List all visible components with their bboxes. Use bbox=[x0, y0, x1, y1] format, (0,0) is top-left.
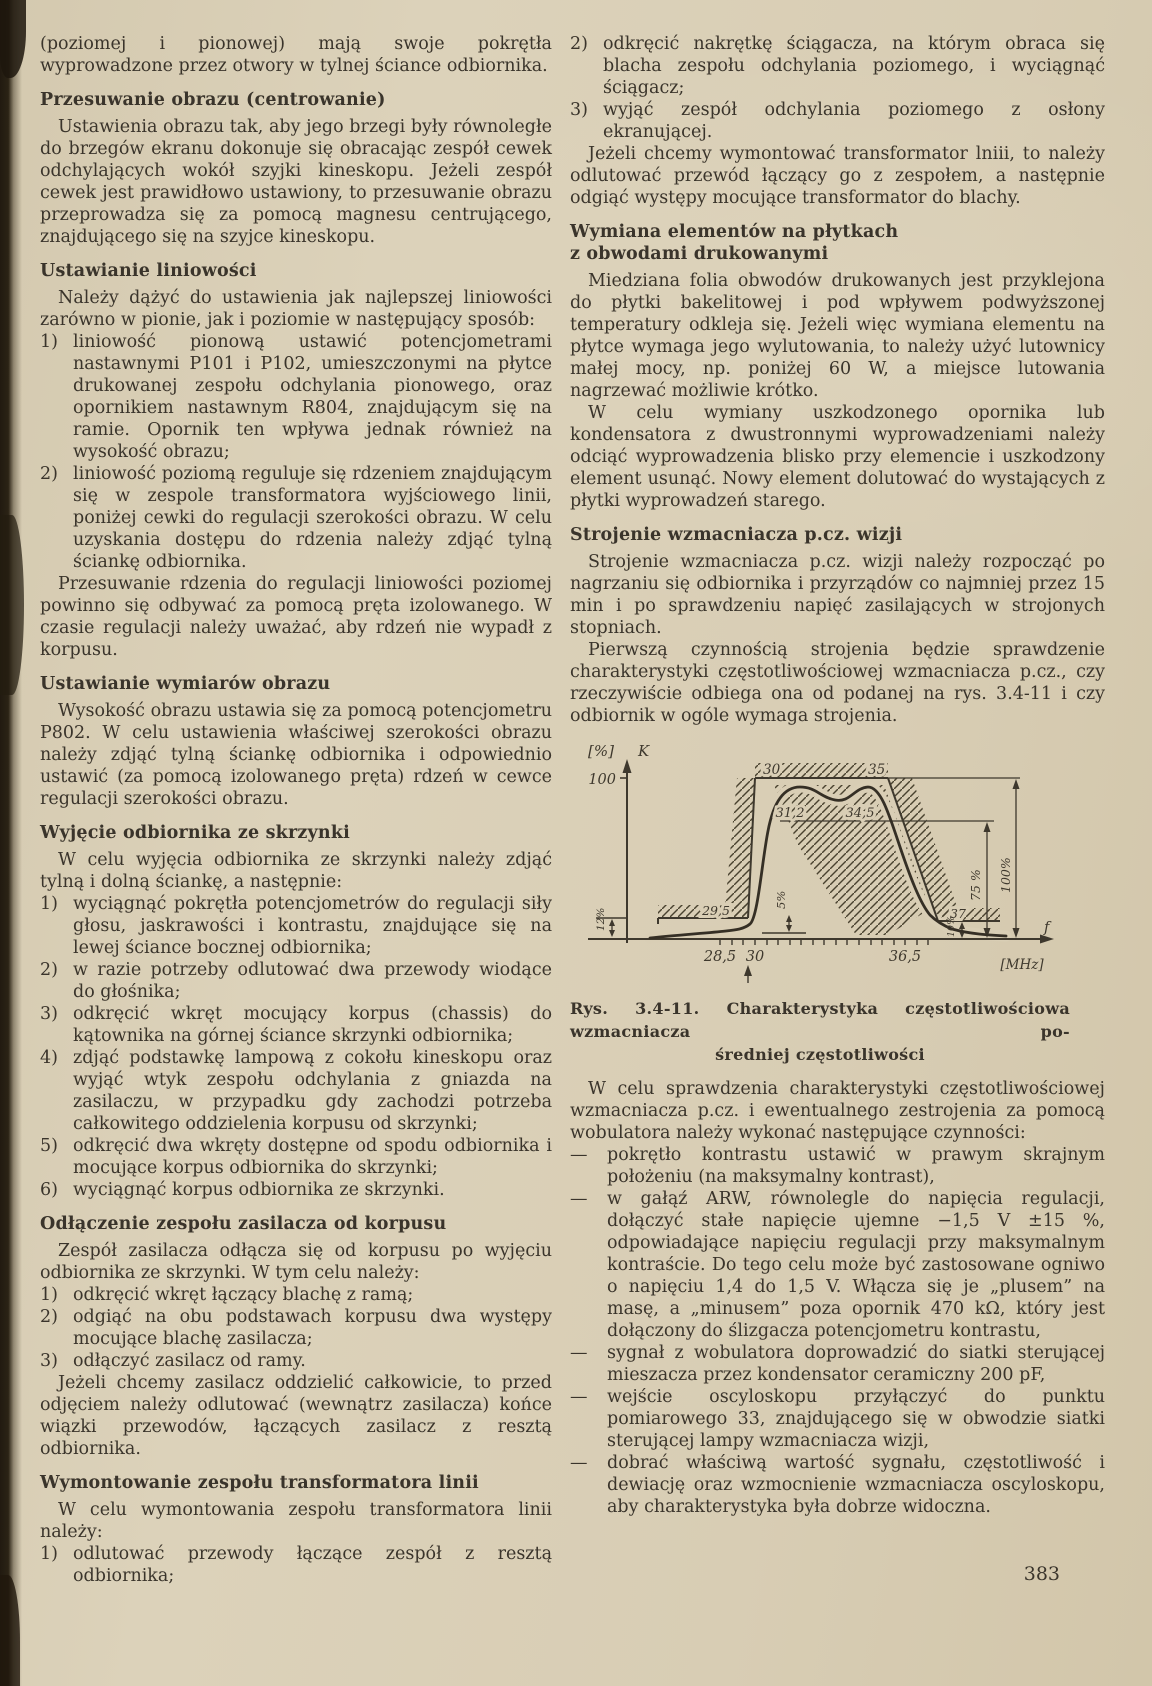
mask-label-31-2: 31,2 bbox=[775, 806, 805, 821]
section-heading: Wymontowanie zespołu transformatora linii bbox=[40, 1473, 479, 1493]
list-marker: 3) bbox=[40, 1004, 58, 1024]
list-item-text: odkręcić nakrętkę ściągacza, na którym obraca się blacha zespołu odchylania poziomego, i wyciągnąć ściągacz; bbox=[603, 34, 1105, 98]
paragraph: Jeżeli chcemy wymontować transformator lniii, to należy odlutować przewód łączący go z zespołem, a następnie odgiąć występy mocujące transformator do blachy. bbox=[570, 144, 1105, 208]
list-item bbox=[570, 1188, 1105, 1342]
list-item bbox=[40, 1350, 552, 1372]
section-heading: Ustawianie wymiarów obrazu bbox=[40, 674, 331, 694]
list-marker: — bbox=[570, 1387, 588, 1407]
list-item-text: sygnał z wobulatora doprowadzić do siatki sterującej mieszacza przez kondensator ceramiczny 200 pF, bbox=[607, 1343, 1105, 1385]
figure-caption bbox=[570, 997, 1070, 1066]
paragraph: W celu wymiany uszkodzonego opornika lub kondensatora z dwustronnymi wyprowadzeniami należy odciąć wyprowadzenia blisko przy elemencie i uszkodzony element usunąć. Nowy element dolutować do wystających z płytki wyprowadzeń starego. bbox=[570, 403, 1105, 511]
list-item bbox=[570, 99, 1105, 143]
section-heading-line: Wymiana elementów na płytkach bbox=[570, 222, 899, 242]
list-item-text: odkręcić dwa wkręty dostępne od spodu odbiornika i mocujące korpus odbiornika do skrzynki; bbox=[73, 1136, 552, 1178]
dim-label-75pct: 75 % bbox=[968, 869, 983, 901]
x-tick-36-5: 36,5 bbox=[888, 949, 922, 965]
list-item bbox=[570, 1452, 1105, 1518]
list-marker: 2) bbox=[570, 34, 588, 54]
numbered-list bbox=[40, 1284, 552, 1372]
x-axis-name-label: f bbox=[1044, 920, 1050, 936]
numbered-list bbox=[40, 331, 552, 573]
numbered-list bbox=[40, 1543, 552, 1587]
list-item-text: dobrać właściwą wartość sygnału, częstotliwość i dewiację oraz wzmocnienie wzmacniacza oscyloskopu, aby charakterystyka była dobrze widoczna. bbox=[607, 1453, 1105, 1517]
right-column-bottom bbox=[570, 1078, 1105, 1518]
numbered-list bbox=[570, 33, 1105, 143]
paragraph: Należy dążyć do ustawienia jak najlepszej liniowości zarówno w pionie, jak i poziomie w następujący sposób: bbox=[40, 288, 552, 330]
list-item bbox=[40, 1003, 552, 1047]
paragraph: Pierwszą czynnością strojenia będzie sprawdzenie charakterystyki częstotliwościowej wzmacniacza p.cz., czy rzeczywiście odbiega ona od podanej na rys. 3.4-11 i czy odbiornik w ogóle wymaga strojenia. bbox=[570, 640, 1105, 726]
list-marker: 3) bbox=[40, 1351, 58, 1371]
mask-label-34-5: 34,5 bbox=[845, 806, 875, 821]
mask-label-29-5: 29,5 bbox=[702, 903, 730, 918]
section-heading-line: z obwodami drukowanymi bbox=[570, 244, 829, 264]
dim-label-10pct: 10% bbox=[946, 915, 957, 937]
paragraph: Jeżeli chcemy zasilacz oddzielić całkowicie, to przed odjęciem należy odlutować (wewnątrz zasilacza) końce wiązki przewodów, łączących zasilacz z resztą odbiornika. bbox=[40, 1373, 552, 1459]
paragraph: Ustawienia obrazu tak, aby jego brzegi były równoległe do brzegów ekranu dokonuje się obracając zespół cewek odchylających wokół szyjki kineskopu. Jeżeli zespół cewek jest prawidłowo ustawiony, to przesuwanie obrazu przeprowadza się za pomocą magnesu centrującego, znajdującego się na szyjce kineskopu. bbox=[40, 117, 552, 247]
list-item bbox=[570, 1342, 1105, 1386]
list-marker: 3) bbox=[570, 100, 588, 120]
section-heading: Odłączenie zespołu zasilacza od korpusu bbox=[40, 1214, 447, 1234]
list-item bbox=[40, 1284, 552, 1306]
list-item-text: odkręcić wkręt mocujący korpus (chassis) do kątownika na górnej ściance skrzynki odbiornika; bbox=[73, 1004, 552, 1046]
list-marker: — bbox=[570, 1145, 588, 1165]
list-marker: 5) bbox=[40, 1136, 58, 1156]
x-tick-28-5: 28,5 bbox=[703, 949, 737, 965]
figure-caption-line-1: Rys. 3.4-11. Charakterystyka częstotliwościowa wzmacniacza po- bbox=[570, 999, 1070, 1041]
list-item bbox=[40, 959, 552, 1003]
list-marker: 2) bbox=[40, 1307, 58, 1327]
list-item bbox=[570, 33, 1105, 99]
list-marker: — bbox=[570, 1453, 588, 1473]
numbered-list bbox=[40, 893, 552, 1201]
list-item bbox=[40, 893, 552, 959]
list-marker: 1) bbox=[40, 1544, 58, 1564]
list-marker: 1) bbox=[40, 1285, 58, 1305]
paragraph: Wysokość obrazu ustawia się za pomocą potencjometru P802. W celu ustawienia właściwej szerokości obrazu należy zdjąć tylną ściankę odbiornika i odpowiednio ustawić (za pomocą izolowanego pręta) rdzeń w cewce regulacji szerokości obrazu. bbox=[40, 701, 552, 809]
list-marker: 1) bbox=[40, 332, 58, 352]
frequency-response-chart bbox=[558, 741, 1070, 993]
figure-caption-line-2: średniej częstotliwości bbox=[715, 1045, 925, 1064]
list-item-text: w gałąź ARW, równolegle do napięcia regulacji, dołączyć stałe napięcie ujemne −1,5 V ±15 %, odpowiadające napięciu regulacji przy maksymalnym kontraście. Do tego celu może być zastosowane ogniwo o napięciu 1,4 do 1,5 V. Włącza się je „plusem” na masę, a „minusem” poza opornik 470 kΩ, który jest dołączony do ślizgacza potencjometru kontrastu, bbox=[607, 1189, 1105, 1341]
list-item bbox=[570, 1386, 1105, 1452]
list-item-text: wyjąć zespół odchylania poziomego z osłony ekranującej. bbox=[603, 100, 1105, 142]
list-item-text: wejście oscyloskopu przyłączyć do punktu pomiarowego 33, znajdującego się w obwodzie siatki sterującej lampy wzmacniacza wizji, bbox=[607, 1387, 1105, 1451]
list-item bbox=[570, 1144, 1105, 1188]
list-item-text: odgiąć na obu podstawach korpusu dwa występy mocujące blachę zasilacza; bbox=[73, 1307, 552, 1349]
paragraph: (poziomej i pionowej) mają swoje pokrętła wyprowadzone przez otwory w tylnej ściance odbiornika. bbox=[40, 34, 552, 76]
section-heading: Strojenie wzmacniacza p.cz. wizji bbox=[570, 525, 903, 545]
y-tick-100: 100 bbox=[588, 772, 616, 788]
paragraph: Strojenie wzmacniacza p.cz. wizji należy rozpocząć po nagrzaniu się odbiornika i przyrządów co najmniej przez 15 min i po sprawdzeniu napięć zasilających w strojonych stopniach. bbox=[570, 552, 1105, 638]
paragraph: W celu wyjęcia odbiornika ze skrzynki należy zdjąć tylną i dolną ściankę, a następnie: bbox=[40, 850, 552, 892]
list-item-text: odkręcić wkręt łączący blachę z ramą; bbox=[73, 1285, 414, 1305]
section-heading: Przesuwanie obrazu (centrowanie) bbox=[40, 90, 386, 110]
paragraph: W celu wymontowania zespołu transformatora linii należy: bbox=[40, 1500, 552, 1542]
list-marker: 2) bbox=[40, 464, 58, 484]
y-axis-name-label: K bbox=[638, 742, 650, 760]
dim-label-5pct: 5% bbox=[774, 890, 788, 909]
list-item-text: zdjąć podstawkę lampową z cokołu kineskopu oraz wyjąć wtyk zespołu odchylania z gniazda na zasilaczu, w przypadku gdy zachodzi potrzeba całkowitego oddzielenia korpusu od skrzynki; bbox=[73, 1048, 552, 1134]
right-column-top bbox=[570, 33, 1105, 727]
paragraph: Miedziana folia obwodów drukowanych jest przyklejona do płytki bakelitowej i pod wpływem podwyższonej temperatury odkleja się. Jeżeli więc wymiana elementu na płytce wymaga jego wylutowania, to należy użyć lutownicy małej mocy, np. poniżej 60 W, a miejsce lutowania nagrzewać możliwie krótko. bbox=[570, 271, 1105, 401]
section-heading: Wyjęcie odbiornika ze skrzynki bbox=[40, 823, 351, 843]
mask-label-30: 30 bbox=[763, 762, 781, 778]
paragraph: W celu sprawdzenia charakterystyki częstotliwościowej wzmacniacza p.cz. i ewentualnego zestrojenia za pomocą wobulatora należy wykonać następujące czynności: bbox=[570, 1079, 1105, 1143]
list-item-text: pokrętło kontrastu ustawić w prawym skrajnym położeniu (na maksymalny kontrast), bbox=[607, 1145, 1105, 1187]
list-item-text: odłączyć zasilacz od ramy. bbox=[73, 1351, 306, 1371]
section-heading bbox=[570, 221, 1105, 265]
list-item-text: wyciągnąć pokrętła potencjometrów do regulacji siły głosu, jaskrawości i kontrastu, znajdujące się na lewej ściance bocznej odbiornika; bbox=[73, 894, 552, 958]
paragraph: Zespół zasilacza odłącza się od korpusu po wyjęciu odbiornika ze skrzynki. W tym celu należy: bbox=[40, 1241, 552, 1283]
list-marker: 6) bbox=[40, 1180, 58, 1200]
list-marker: 2) bbox=[40, 960, 58, 980]
list-item bbox=[40, 1135, 552, 1179]
x-axis-unit-label: [MHz] bbox=[1000, 957, 1044, 973]
list-item-text: odlutować przewody łączące zespół z resztą odbiornika; bbox=[73, 1544, 552, 1586]
mask-label-37: 37 bbox=[950, 906, 966, 921]
list-item-text: liniowość pionową ustawić potencjometrami nastawnymi P101 i P102, umieszczonymi na płytce drukowanej zespołu odchylania pionowego, oraz opornikiem nastawnym R804, znajdującym się na ramie. Opornik ten wpływa jednak również na wysokość obrazu; bbox=[73, 332, 552, 462]
x-tick-30: 30 bbox=[745, 949, 765, 965]
left-column bbox=[40, 33, 552, 1587]
list-marker: — bbox=[570, 1189, 588, 1209]
list-item bbox=[40, 1047, 552, 1135]
list-item bbox=[40, 331, 552, 463]
y-axis-unit-label: [%] bbox=[588, 742, 614, 760]
figure-rys-3-4-11 bbox=[558, 741, 1070, 1066]
right-column bbox=[570, 33, 1105, 1518]
list-item bbox=[40, 463, 552, 573]
list-item bbox=[40, 1179, 552, 1201]
dim-label-100pct: 100% bbox=[998, 857, 1013, 893]
paragraph: Przesuwanie rdzenia do regulacji liniowości poziomej powinno się odbywać za pomocą pręta izolowanego. W czasie regulacji należy uważać, aby rdzeń nie wypadł z korpusu. bbox=[40, 574, 552, 660]
list-item bbox=[40, 1543, 552, 1587]
mask-label-35: 35 bbox=[868, 762, 886, 778]
scan-gutter-shadow bbox=[0, 0, 22, 1686]
list-item-text: wyciągnąć korpus odbiornika ze skrzynki. bbox=[73, 1180, 445, 1200]
page-number: 383 bbox=[1023, 1563, 1060, 1585]
list-item-text: liniowość poziomą reguluje się rdzeniem znajdującym się w zespole transformatora wyjściowego linii, poniżej cewki do regulacji szerokości obrazu. W celu uzyskania dostępu do rdzenia należy zdjąć tylną ściankę odbiornika. bbox=[73, 464, 552, 572]
list-marker: 4) bbox=[40, 1048, 58, 1068]
scan-artifact bbox=[0, 0, 26, 78]
list-marker: — bbox=[570, 1343, 588, 1363]
list-item bbox=[40, 1306, 552, 1350]
list-item-text: w razie potrzeby odlutować dwa przewody wiodące do głośnika; bbox=[73, 960, 552, 1002]
dim-label-12pct: 12% bbox=[595, 907, 607, 931]
section-heading: Ustawianie liniowości bbox=[40, 261, 257, 281]
dash-list bbox=[570, 1144, 1105, 1518]
scan-artifact bbox=[0, 515, 24, 695]
list-marker: 1) bbox=[40, 894, 58, 914]
